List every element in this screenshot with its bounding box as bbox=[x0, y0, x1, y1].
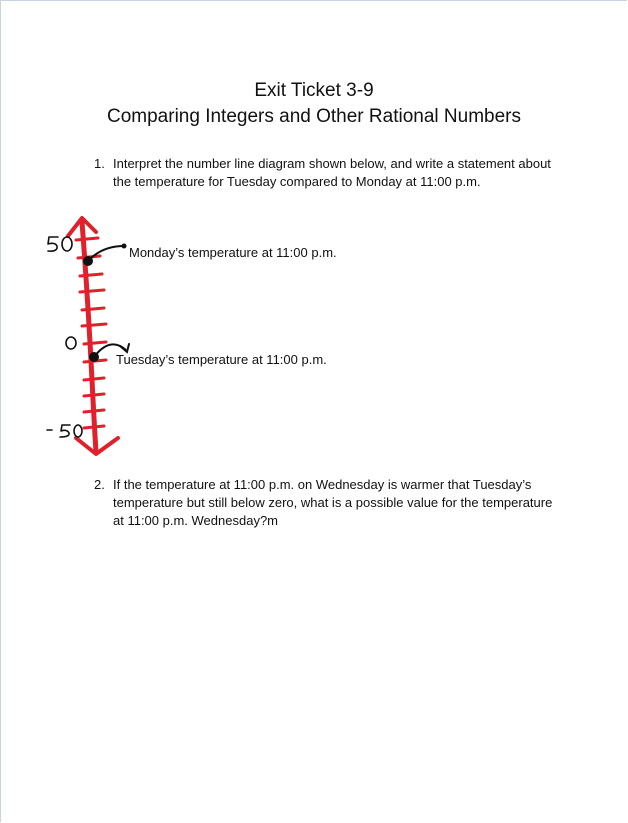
handwritten-marks bbox=[47, 237, 82, 437]
question-text: If the temperature at 11:00 p.m. on Wednesday is warmer that Tuesday’s temperature but still below zero, what is a possible value for the temperature at 11:00 p.m. Wednesday?m bbox=[113, 477, 553, 528]
monday-pointer bbox=[88, 246, 124, 261]
tuesday-label: Tuesday’s temperature at 11:00 p.m. bbox=[116, 352, 327, 367]
monday-label: Monday’s temperature at 11:00 p.m. bbox=[129, 245, 337, 260]
question-number: 2. bbox=[94, 477, 105, 492]
page-title: Exit Ticket 3-9 bbox=[254, 80, 374, 101]
question-number: 1. bbox=[94, 156, 105, 171]
question-text: Interpret the number line diagram shown below, and write a statement about the temperature for Tuesday compared to Monday at 11:00 p.m. bbox=[113, 156, 551, 189]
page-subtitle: Comparing Integers and Other Rational Numbers bbox=[107, 106, 521, 127]
